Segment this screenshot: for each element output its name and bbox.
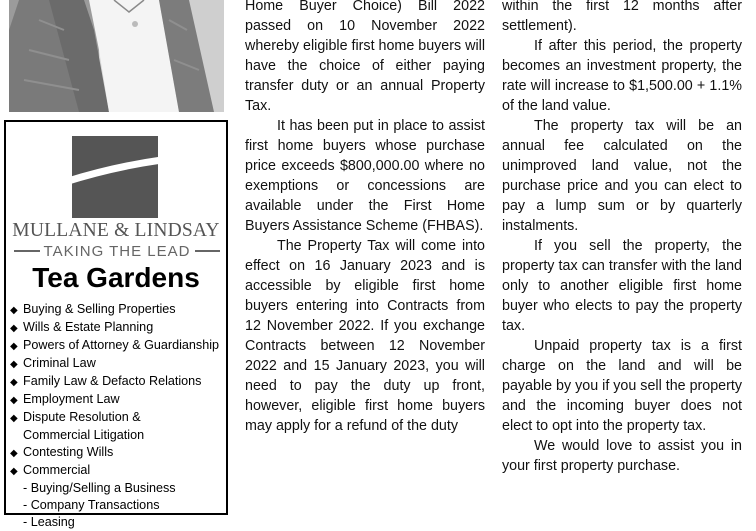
- firm-logo-icon: [66, 136, 162, 218]
- services-list: [10, 301, 219, 531]
- firm-name: MULLANE & LINDSAY: [12, 220, 220, 241]
- article-column-1: [245, 0, 485, 436]
- article-paragraph: Unpaid property tax is a first charge on the land and will be payable by you if you sell the property and the incoming buyer does not elect to opt into the property tax.: [502, 338, 743, 434]
- service-item: [10, 301, 219, 319]
- service-label: - Leasing: [23, 515, 75, 529]
- article-paragraph: It has been put in place to assist first home buyers whose purchase price exceeds $800,000.00 where no exemptions or concessions are available under the First Home Buyers Assistance Scheme (FHBAS).: [245, 118, 485, 234]
- service-label: Powers of Attorney & Guardianship: [23, 338, 220, 352]
- service-item: [10, 391, 219, 409]
- tagline-divider-left: [14, 250, 40, 252]
- tagline-row: [14, 242, 220, 260]
- office-location: Tea Gardens: [32, 262, 200, 293]
- bullet-icon: ◆: [10, 359, 18, 370]
- service-item: [10, 444, 219, 462]
- service-label: Commercial: [23, 463, 91, 477]
- service-label: - Company Transactions: [23, 498, 160, 512]
- bullet-icon: ◆: [10, 413, 18, 424]
- article-paragraph: If after this period, the property becomes an investment property, the rate will increase to $1,500.00 + 1.1% of the land value.: [502, 38, 742, 114]
- bullet-icon: ◆: [10, 377, 18, 388]
- service-label: Criminal Law: [23, 356, 96, 370]
- service-label: Buying & Selling Properties: [23, 302, 176, 316]
- article-paragraph: within the first 12 months after settlement).: [502, 0, 742, 34]
- bullet-icon: ◆: [10, 466, 18, 477]
- service-label: Wills & Estate Planning: [23, 320, 154, 334]
- service-label: Dispute Resolution &: [23, 410, 141, 424]
- service-item: [10, 497, 219, 514]
- bullet-icon: ◆: [10, 341, 18, 352]
- article-paragraph: The property tax will be an annual fee calculated on the unimproved land value, not the purchase price and you can elect to pay a lump sum or by quarterly instalments.: [502, 118, 742, 234]
- portrait-illustration: [9, 0, 224, 112]
- service-item: [10, 480, 219, 497]
- article-paragraph: If you sell the property, the property tax can transfer with the land only to another eligible first home buyer who elects to pay the property tax.: [502, 238, 742, 334]
- service-item: [10, 373, 219, 391]
- bullet-icon: ◆: [10, 305, 18, 316]
- law-firm-ad: [4, 120, 228, 529]
- service-item: [10, 337, 219, 355]
- portrait-photo: [9, 0, 224, 112]
- firm-tagline: TAKING THE LEAD: [43, 242, 191, 260]
- article-column-2: [502, 0, 742, 476]
- service-item: [10, 514, 219, 531]
- advertisement-sidebar: [0, 0, 236, 529]
- service-label: Employment Law: [23, 392, 120, 406]
- article-paragraph: We would love to assist you in your first property purchase.: [502, 438, 742, 474]
- bullet-icon: ◆: [10, 323, 18, 334]
- article-paragraph: Home Buyer Choice) Bill 2022 passed on 10 November 2022 whereby eligible first home buyers will have the choice of either paying transfer duty or an annual Property Tax.: [245, 0, 485, 114]
- service-label: Commercial Litigation: [23, 428, 145, 442]
- service-label: Contesting Wills: [23, 445, 114, 459]
- service-label: - Buying/Selling a Business: [23, 481, 176, 495]
- tagline-divider-right: [195, 250, 221, 252]
- service-item: [10, 319, 219, 337]
- bullet-icon: ◆: [10, 448, 18, 459]
- article-paragraph: The Property Tax will come into effect on 16 January 2023 and is accessible by eligible first home buyers entering into Contracts from 12 November 2022. If you exchange Contracts between 12 November 2022 and 15 January 2023, you will need to pay the duty up front, however, eligible first home buyers may apply for a refund of the duty: [245, 238, 485, 434]
- service-label: Family Law & Defacto Relations: [23, 374, 202, 388]
- service-item: [10, 462, 219, 480]
- service-item: [10, 355, 219, 373]
- service-item: [10, 409, 219, 427]
- bullet-icon: ◆: [10, 395, 18, 406]
- service-item: [10, 427, 219, 444]
